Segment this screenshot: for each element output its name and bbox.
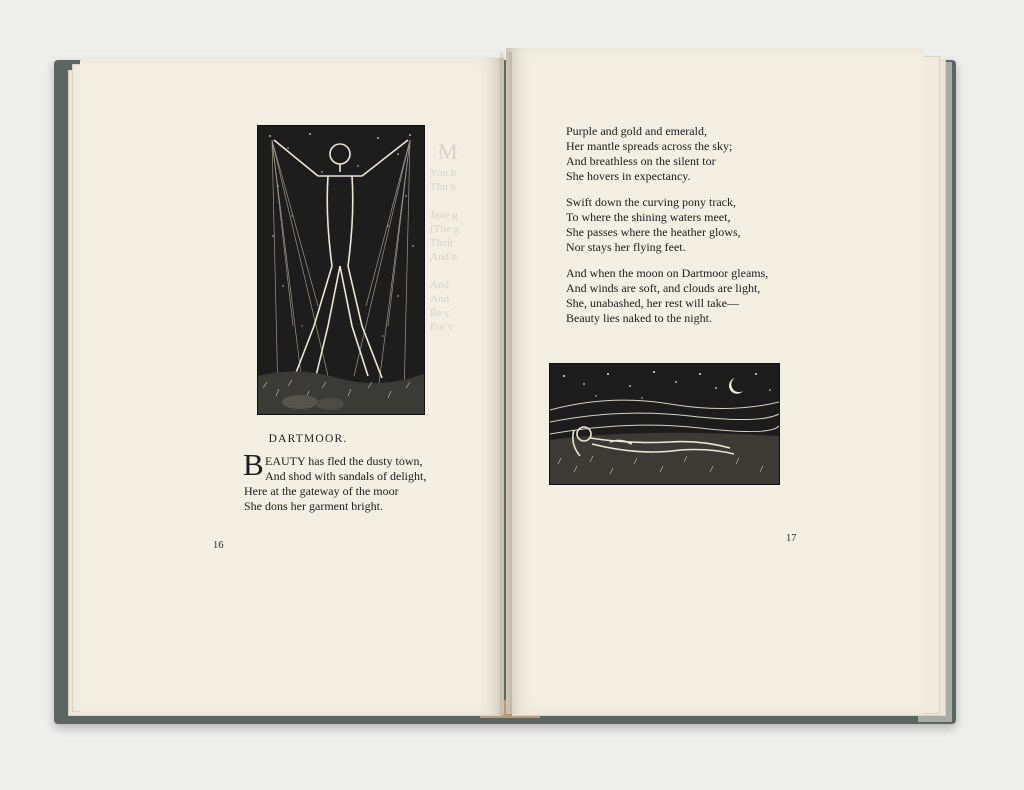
show-through-text: You h Thu h Jane g (The g Their And n And And Be c For v <box>430 167 460 333</box>
page-number-right: 17 <box>786 533 797 544</box>
poem-line: And when the moon on Dartmoor gleams, <box>566 266 769 280</box>
poem-line: Purple and gold and emerald, <box>566 124 707 138</box>
poem-line: Beauty lies naked to the night. <box>566 311 712 325</box>
poem-title: DARTMOOR. <box>268 433 348 445</box>
poem-line: Swift down the curving pony track, <box>566 195 736 209</box>
reclining-figure-illustration <box>550 364 779 484</box>
standing-figure-illustration <box>258 126 424 414</box>
poem-line: And winds are soft, and clouds are light, <box>566 281 761 295</box>
poem-line: She dons her garment bright. <box>244 499 383 513</box>
poem-line: To where the shining waters meet, <box>566 210 731 224</box>
poem-line: Here at the gateway of the moor <box>244 484 399 498</box>
poem-line: And breathless on the silent tor <box>566 154 716 168</box>
poem-line: Nor stays her flying feet. <box>566 240 686 254</box>
engraving-reclining-figure <box>549 363 780 485</box>
poem-line: She hovers in expectancy. <box>566 169 691 183</box>
poem-line: She passes where the heather glows, <box>566 225 741 239</box>
poem-line: She, unabashed, her rest will take— <box>566 296 739 310</box>
book-gutter <box>500 52 512 716</box>
poem-line: Her mantle spreads across the sky; <box>566 139 733 153</box>
drop-cap: B <box>243 447 264 482</box>
engraving-standing-figure <box>257 125 425 415</box>
page-number-left: 16 <box>213 540 224 551</box>
poem-line: EAUTY has fled the dusty town, <box>265 454 423 468</box>
poem-line: And shod with sandals of delight, <box>265 469 427 483</box>
show-through-initial: M <box>438 139 458 164</box>
